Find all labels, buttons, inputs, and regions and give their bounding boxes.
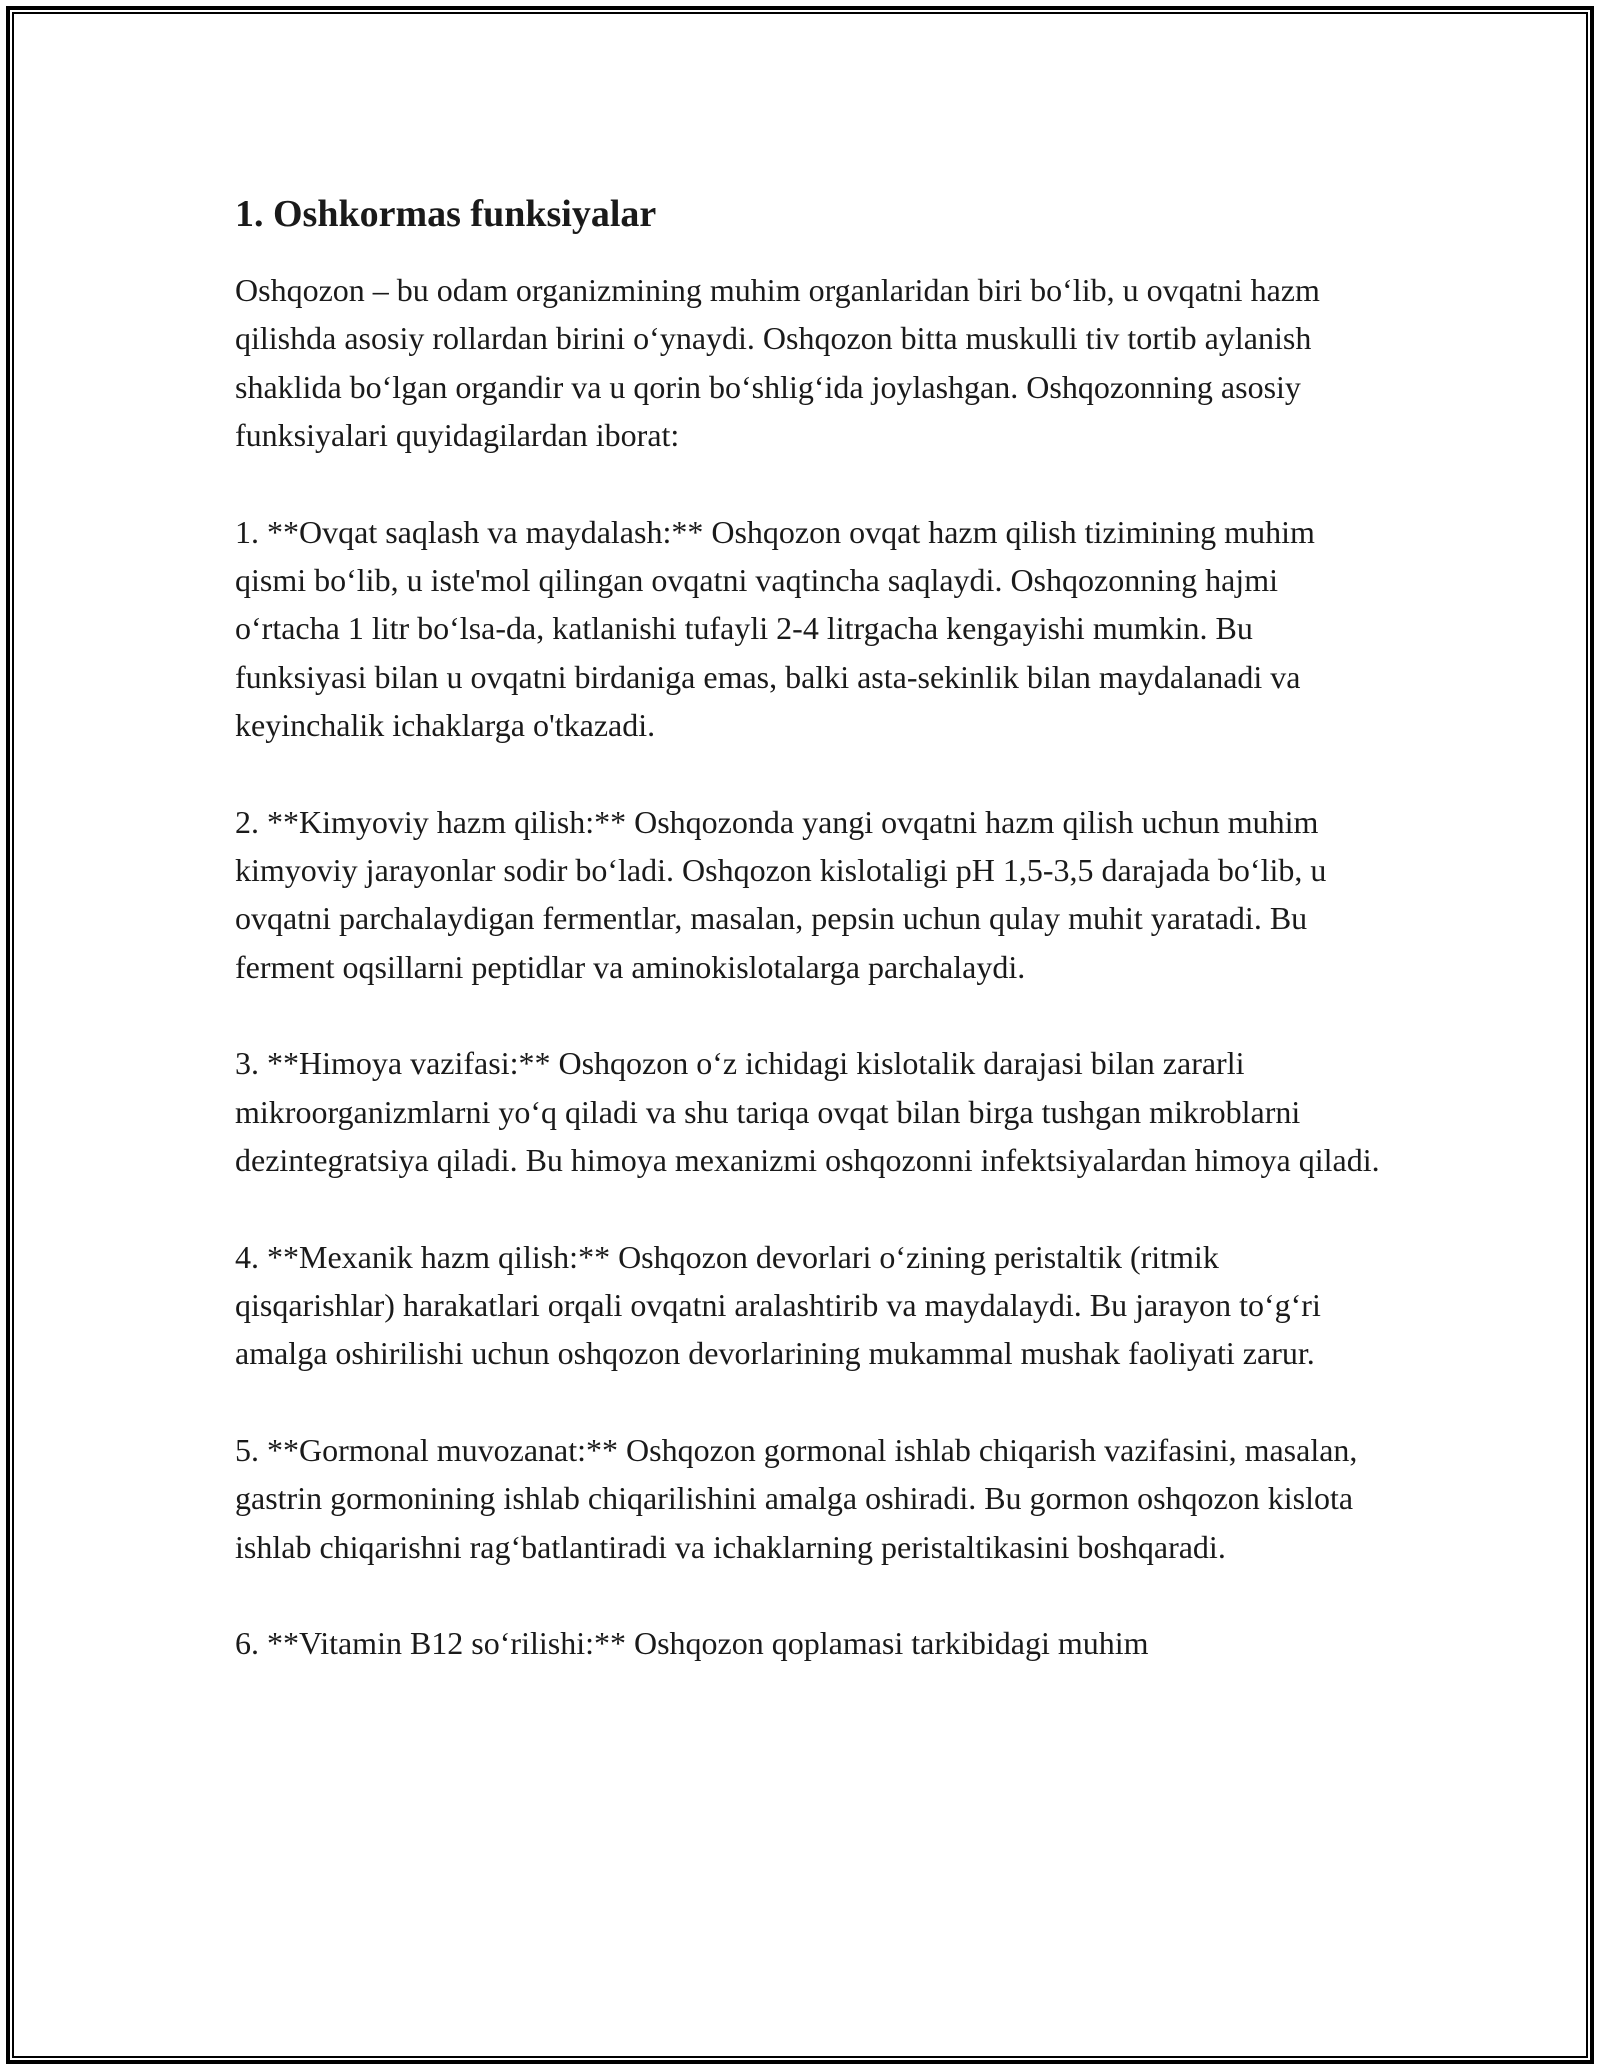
function-item-3: 3. **Himoya vazifasi:** Oshqozon o‘z ichidagi kislotalik darajasi bilan zararli mikroorganizmlarni yo‘q qiladi va shu tariqa ovqat bilan birga tushgan mikroblarni dezintegratsiya qiladi. Bu himoya mexanizmi oshqozonni infektsiyalardan himoya qiladi. bbox=[235, 1045, 1380, 1179]
function-item-1: 1. **Ovqat saqlash va maydalash:** Oshqozon ovqat hazm qilish tizimining muhim qismi bo‘lib, u iste'mol qilingan ovqatni vaqtincha saqlaydi. Oshqozonning hajmi o‘rtacha 1 litr bo‘lsa-da, katlanishi tufayli 2-4 litrgacha kengayishi mumkin. Bu funksiyasi bilan u ovqatni birdaniga emas, balki asta-sekinlik bilan maydalanadi va keyinchalik ichaklarga o'tkazadi. bbox=[235, 513, 1315, 744]
intro-paragraph: Oshqozon – bu odam organizmining muhim organlaridan biri bo‘lib, u ovqatni hazm qilishda asosiy rollardan birini o‘ynaydi. Oshqozon bitta muskulli tiv tortib aylanish shaklida bo‘lgan organdir va u qorin bo‘shlig‘ida joylashgan. Oshqozonning asosiy funksiyalari quyidagilardan iborat: bbox=[235, 272, 1320, 454]
function-item-5: 5. **Gormonal muvozanat:** Oshqozon gormonal ishlab chiqarish vazifasini, masalan, gastrin gormonining ishlab chiqarilishini amalga oshiradi. Bu gormon oshqozon kislota ishlab chiqarishni rag‘batlantiradi va ichaklarning peristaltikasini boshqaradi. bbox=[235, 1431, 1358, 1565]
document-body bbox=[235, 188, 1385, 1715]
function-item-2: 2. **Kimyoviy hazm qilish:** Oshqozonda yangi ovqatni hazm qilish uchun muhim kimyoviy jarayonlar sodir bo‘ladi. Oshqozon kislotaligi pH 1,5-3,5 darajada bo‘lib, u ovqatni parchalaydigan fermentlar, masalan, pepsin uchun qulay muhit yaratadi. Bu ferment oqsillarni peptidlar va aminokislotalarga parchalaydi. bbox=[235, 803, 1327, 985]
function-item-4: 4. **Mexanik hazm qilish:** Oshqozon devorlari o‘zining peristaltik (ritmik qisqarishlar) harakatlari orqali ovqatni aralashtirib va maydalaydi. Bu jarayon to‘g‘ri amalga oshirilishi uchun oshqozon devorlarining mukammal mushak faoliyati zarur. bbox=[235, 1238, 1321, 1372]
section-heading: 1. Oshkormas funksiyalar bbox=[235, 193, 657, 235]
function-item-6: 6. **Vitamin B12 so‘rilishi:** Oshqozon qoplamasi tarkibidagi muhim bbox=[235, 1624, 1149, 1661]
